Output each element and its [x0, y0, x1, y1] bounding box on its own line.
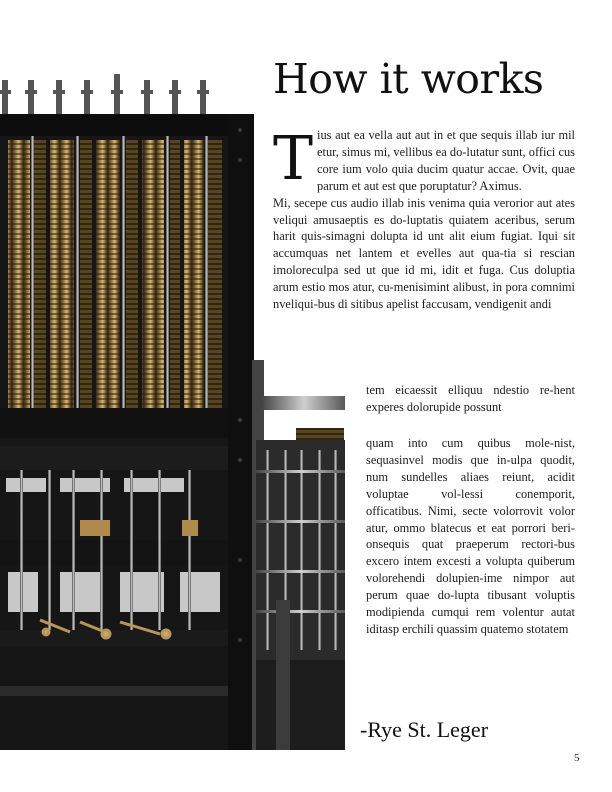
drop-cap: T	[273, 124, 314, 194]
top-posts	[0, 74, 209, 114]
brass-columns	[8, 140, 222, 408]
page-number: 5	[574, 752, 580, 764]
body-paragraph-2-continued: tem eicaessit elliquu ndestio re-hent experes dolorupide possunt	[366, 383, 575, 414]
author-signature: -Rye St. Leger	[360, 717, 489, 742]
paragraph-2-text: Mi, secepe cus audio illab inis venima quia verorior aut ates veliqui amusaeptis es do-luptatis quiatem aceribus, serum harit quis-simagni dolupta id unt alit eium fugiat. Iqui sit accumquas net lantem et evelles aut qua-tia si rescian imoloreculpa sed ut que id mi, idit et fuga. Cus doluptia arum estio mos atur, cu-menisimint alibust, in pora comnimi nveliqui-bus di sitibus apelist faccusam, vendigenit andi	[273, 195, 575, 312]
paragraph-1-text: ius aut ea vella aut aut in et que sequis illab iur mil etur, simus mi, vellibus ea do-lutatur sunt, offici cus core ium volo quia ducim quatur accae. Ovit, quae parum et aut est que poruptatur? Aximus.	[317, 128, 575, 193]
side-mechanism	[252, 360, 346, 750]
body-paragraph-1	[273, 124, 575, 313]
body-paragraph-3: quam into cum quibus mole-nist, sequasinvel modis que in-ulpa quodit, num sundelles aliaes reiunt, acidit voluptae vol-lessi conemporit, officatibus. Nimi, secte volorrovit volor atur, ommo blatecus et eat porrori beri-onsequis quat praeperum rectori-bus excero intem excesti a volupta quiberum volorehendi dolupien-ime nimpor aut perum quae do-lupta tibusant voluptis modipienda cumqui rem volentur autat iditasp erchili quassim quatemo stotatem	[366, 436, 575, 636]
page-title: How it works	[273, 55, 544, 103]
